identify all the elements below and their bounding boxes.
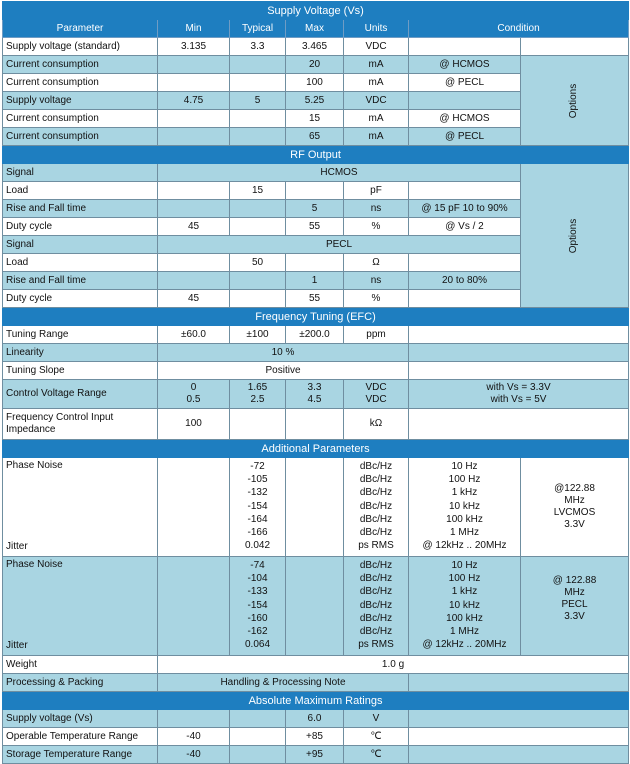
header-condition: Condition xyxy=(409,20,629,38)
typ-value: -74 xyxy=(250,560,265,571)
units-value: dBc/Hz xyxy=(359,500,393,512)
min-cell xyxy=(158,272,230,290)
typ-cell xyxy=(230,110,286,128)
cond-cell: 20 to 80% xyxy=(409,272,521,290)
units-cell: ℃ xyxy=(344,746,409,764)
option-variant-cell xyxy=(521,557,629,656)
cond-cell xyxy=(409,557,521,656)
typ-cell xyxy=(230,272,286,290)
section-frequency-tuning xyxy=(3,308,629,326)
min-value: 0 xyxy=(190,382,197,393)
param-cell: Duty cycle xyxy=(3,218,158,236)
cond-cell: @ PECL xyxy=(409,128,521,146)
cond-cell xyxy=(409,458,521,557)
typ-cell xyxy=(230,218,286,236)
units-cell: mA xyxy=(344,128,409,146)
max-cell: 6.0 xyxy=(286,710,344,728)
param-cell: Storage Temperature Range xyxy=(3,746,158,764)
typ-value: 2.5 xyxy=(250,394,265,405)
cond-cell xyxy=(409,710,629,728)
signal-type-cell: PECL xyxy=(158,236,521,254)
min-cell xyxy=(158,200,230,218)
param-cell: Linearity xyxy=(3,344,158,362)
min-cell xyxy=(158,254,230,272)
max-cell: 100 xyxy=(286,74,344,92)
table-row xyxy=(3,710,629,728)
table-row xyxy=(3,362,629,380)
section-title: Frequency Tuning (EFC) xyxy=(3,308,629,326)
header-row xyxy=(3,20,629,38)
cond-value: with Vs = 3.3V xyxy=(486,382,551,393)
phase-noise-label: Phase Noise xyxy=(6,559,63,570)
typ-value: 0.064 xyxy=(244,639,271,651)
max-cell: 65 xyxy=(286,128,344,146)
max-cell: 55 xyxy=(286,218,344,236)
cond-value: 10 Hz xyxy=(451,461,478,472)
cond-value: 1 MHz xyxy=(450,526,479,538)
option-line: @ 122.88 xyxy=(552,575,597,586)
cond-cell xyxy=(409,92,521,110)
min-cell xyxy=(158,56,230,74)
cond-cell: @ 15 pF 10 to 90% xyxy=(409,200,521,218)
header-units: Units xyxy=(344,20,409,38)
cond-value: 100 Hz xyxy=(448,474,481,486)
table-row xyxy=(3,674,629,692)
typ-value: -72 xyxy=(250,461,265,472)
param-cell: Supply voltage (standard) xyxy=(3,38,158,56)
cond-value: @ 12kHz .. 20MHz xyxy=(422,639,507,651)
min-cell xyxy=(158,458,230,557)
option-line: LVCMOS xyxy=(553,507,596,518)
typ-cell: 50 xyxy=(230,254,286,272)
max-cell: 5 xyxy=(286,200,344,218)
param-cell: Rise and Fall time xyxy=(3,272,158,290)
units-cell: % xyxy=(344,218,409,236)
param-cell: Rise and Fall time xyxy=(3,200,158,218)
units-cell: VDC xyxy=(344,38,409,56)
units-cell: VDC xyxy=(344,92,409,110)
units-value: dBc/Hz xyxy=(359,513,393,525)
typ-value: -132 xyxy=(247,487,268,499)
cond-cell xyxy=(409,728,629,746)
param-cell: Control Voltage Range xyxy=(3,380,158,409)
typ-value: -104 xyxy=(247,573,268,585)
typ-cell: 5 xyxy=(230,92,286,110)
section-supply-voltage xyxy=(3,2,629,20)
max-cell xyxy=(286,557,344,656)
typ-value: 0.042 xyxy=(244,540,271,552)
cond-cell xyxy=(409,290,521,308)
value-cell: 10 % xyxy=(158,344,409,362)
max-value: 4.5 xyxy=(307,394,322,405)
table-row xyxy=(3,746,629,764)
typ-value: -164 xyxy=(247,513,268,525)
cond-extra-cell xyxy=(521,38,629,56)
max-cell xyxy=(286,254,344,272)
param-cell: Weight xyxy=(3,656,158,674)
min-cell xyxy=(158,380,230,409)
phase-noise-label: Phase Noise xyxy=(6,460,63,471)
units-value: dBc/Hz xyxy=(359,586,393,598)
units-cell: V xyxy=(344,710,409,728)
option-line: @122.88 xyxy=(554,483,595,494)
typ-value: -105 xyxy=(247,474,268,486)
typ-cell xyxy=(230,380,286,409)
typ-value: -154 xyxy=(247,500,268,512)
cond-value: 1 kHz xyxy=(451,487,478,499)
option-variant-cell xyxy=(521,458,629,557)
param-cell: Supply voltage xyxy=(3,92,158,110)
cond-cell xyxy=(409,326,629,344)
cond-cell: @ Vs / 2 xyxy=(409,218,521,236)
units-value: dBc/Hz xyxy=(359,526,393,538)
value-cell: 1.0 g xyxy=(158,656,629,674)
units-cell: mA xyxy=(344,74,409,92)
table-row xyxy=(3,380,629,409)
spec-table xyxy=(2,1,629,764)
units-value: ps RMS xyxy=(358,639,394,651)
typ-cell xyxy=(230,74,286,92)
cond-cell: @ HCMOS xyxy=(409,110,521,128)
cond-cell xyxy=(409,674,629,692)
param-cell: Current consumption xyxy=(3,128,158,146)
cond-value: 100 Hz xyxy=(448,573,481,585)
units-cell: mA xyxy=(344,110,409,128)
units-value: dBc/Hz xyxy=(359,612,393,624)
section-title: Additional Parameters xyxy=(3,440,629,458)
units-cell xyxy=(344,557,409,656)
typ-cell xyxy=(230,728,286,746)
table-row xyxy=(3,38,629,56)
cond-cell xyxy=(409,746,629,764)
cond-cell xyxy=(409,362,629,380)
param-cell: Current consumption xyxy=(3,110,158,128)
section-title: Absolute Maximum Ratings xyxy=(3,692,629,710)
header-parameter: Parameter xyxy=(3,20,158,38)
section-absolute-maximum-ratings xyxy=(3,692,629,710)
param-cell: Load xyxy=(3,254,158,272)
max-cell: 20 xyxy=(286,56,344,74)
min-cell xyxy=(158,710,230,728)
units-value: dBc/Hz xyxy=(359,461,393,472)
min-cell: -40 xyxy=(158,746,230,764)
header-typical: Typical xyxy=(230,20,286,38)
cond-cell xyxy=(409,344,629,362)
phase-noise-pecl-row xyxy=(3,557,629,656)
param-cell xyxy=(3,557,158,656)
units-cell: pF xyxy=(344,182,409,200)
options-label: Options xyxy=(568,83,580,118)
cond-value: @ 12kHz .. 20MHz xyxy=(422,540,507,552)
cond-cell: @ PECL xyxy=(409,74,521,92)
param-cell: Operable Temperature Range xyxy=(3,728,158,746)
min-cell xyxy=(158,128,230,146)
option-line: 3.3V xyxy=(564,519,585,530)
max-cell: 1 xyxy=(286,272,344,290)
table-row xyxy=(3,656,629,674)
min-cell: 45 xyxy=(158,290,230,308)
max-cell xyxy=(286,380,344,409)
typ-cell xyxy=(230,200,286,218)
cond-cell xyxy=(409,182,521,200)
cond-value: 10 kHz xyxy=(448,500,481,512)
typ-cell xyxy=(230,557,286,656)
units-value: dBc/Hz xyxy=(359,474,393,486)
typ-value: -162 xyxy=(247,625,268,637)
units-value: VDC xyxy=(365,394,387,405)
options-cell xyxy=(521,164,629,308)
min-cell xyxy=(158,182,230,200)
table-row xyxy=(3,409,629,440)
units-cell: Ω xyxy=(344,254,409,272)
table-row xyxy=(3,344,629,362)
param-cell: Tuning Slope xyxy=(3,362,158,380)
max-cell: ±200.0 xyxy=(286,326,344,344)
table-row xyxy=(3,164,629,182)
max-cell: 3.465 xyxy=(286,38,344,56)
units-cell xyxy=(344,458,409,557)
units-value: dBc/Hz xyxy=(359,625,393,637)
typ-value: -160 xyxy=(247,612,268,624)
units-value: dBc/Hz xyxy=(359,599,393,611)
min-cell: ±60.0 xyxy=(158,326,230,344)
option-line: PECL xyxy=(561,599,588,610)
typ-cell: 15 xyxy=(230,182,286,200)
options-label: Options xyxy=(568,218,580,253)
units-cell: % xyxy=(344,290,409,308)
typ-value: -166 xyxy=(247,526,268,538)
min-value: 0.5 xyxy=(186,394,201,405)
typ-cell xyxy=(230,746,286,764)
max-cell xyxy=(286,458,344,557)
min-cell: 4.75 xyxy=(158,92,230,110)
header-max: Max xyxy=(286,20,344,38)
typ-cell xyxy=(230,458,286,557)
table-row xyxy=(3,56,629,74)
units-value: dBc/Hz xyxy=(359,573,393,585)
option-line: MHz xyxy=(564,495,585,506)
jitter-label: Jitter xyxy=(6,541,28,552)
header-min: Min xyxy=(158,20,230,38)
section-title: RF Output xyxy=(3,146,629,164)
cond-value: 1 kHz xyxy=(451,586,478,598)
cond-cell xyxy=(409,409,629,440)
units-value: VDC xyxy=(365,382,387,393)
typ-cell xyxy=(230,128,286,146)
option-line: MHz xyxy=(564,587,585,598)
cond-value: 1 MHz xyxy=(450,625,479,637)
typ-value: 1.65 xyxy=(247,382,268,393)
min-cell xyxy=(158,74,230,92)
max-cell: 5.25 xyxy=(286,92,344,110)
min-cell: 3.135 xyxy=(158,38,230,56)
typ-cell: ±100 xyxy=(230,326,286,344)
min-cell: 45 xyxy=(158,218,230,236)
param-cell: Duty cycle xyxy=(3,290,158,308)
units-cell: ℃ xyxy=(344,728,409,746)
min-cell: 100 xyxy=(158,409,230,440)
phase-noise-lvcmos-row xyxy=(3,458,629,557)
table-row xyxy=(3,326,629,344)
units-value: dBc/Hz xyxy=(359,487,393,499)
value-cell: Handling & Processing Note xyxy=(158,674,409,692)
max-value: 3.3 xyxy=(307,382,322,393)
options-cell xyxy=(521,56,629,146)
param-cell xyxy=(3,409,158,440)
section-title: Supply Voltage (Vs) xyxy=(3,2,629,20)
typ-value: -133 xyxy=(247,586,268,598)
cond-cell: @ HCMOS xyxy=(409,56,521,74)
section-additional-parameters xyxy=(3,440,629,458)
typ-cell xyxy=(230,710,286,728)
min-cell: -40 xyxy=(158,728,230,746)
cond-cell xyxy=(409,38,521,56)
units-cell: kΩ xyxy=(344,409,409,440)
param-line: Frequency Control Input xyxy=(6,412,114,423)
cond-value: 100 kHz xyxy=(446,612,483,624)
units-cell: ppm xyxy=(344,326,409,344)
param-cell xyxy=(3,458,158,557)
param-cell: Current consumption xyxy=(3,74,158,92)
typ-cell xyxy=(230,56,286,74)
max-cell: 15 xyxy=(286,110,344,128)
param-cell: Signal xyxy=(3,164,158,182)
signal-type-cell: HCMOS xyxy=(158,164,521,182)
section-rf-output xyxy=(3,146,629,164)
param-cell: Signal xyxy=(3,236,158,254)
typ-value: -154 xyxy=(247,599,268,611)
param-cell: Processing & Packing xyxy=(3,674,158,692)
typ-cell xyxy=(230,409,286,440)
cond-cell xyxy=(409,254,521,272)
param-line: Impedance xyxy=(6,424,56,435)
table-row xyxy=(3,728,629,746)
option-line: 3.3V xyxy=(564,611,585,622)
max-cell xyxy=(286,409,344,440)
max-cell xyxy=(286,182,344,200)
max-cell: +85 xyxy=(286,728,344,746)
cond-cell xyxy=(409,380,629,409)
units-cell: mA xyxy=(344,56,409,74)
param-cell: Tuning Range xyxy=(3,326,158,344)
param-cell: Supply voltage (Vs) xyxy=(3,710,158,728)
units-cell: ns xyxy=(344,200,409,218)
units-cell xyxy=(344,380,409,409)
cond-value: 10 Hz xyxy=(451,560,478,571)
max-cell: +95 xyxy=(286,746,344,764)
units-value: dBc/Hz xyxy=(359,560,393,571)
value-cell: Positive xyxy=(158,362,409,380)
units-value: ps RMS xyxy=(358,540,394,552)
jitter-label: Jitter xyxy=(6,640,28,651)
min-cell xyxy=(158,557,230,656)
units-cell: ns xyxy=(344,272,409,290)
cond-value: 100 kHz xyxy=(446,513,483,525)
typ-cell xyxy=(230,290,286,308)
typ-cell: 3.3 xyxy=(230,38,286,56)
max-cell: 55 xyxy=(286,290,344,308)
param-cell: Current consumption xyxy=(3,56,158,74)
cond-value: 10 kHz xyxy=(448,599,481,611)
param-cell: Load xyxy=(3,182,158,200)
min-cell xyxy=(158,110,230,128)
cond-value: with Vs = 5V xyxy=(490,394,547,405)
